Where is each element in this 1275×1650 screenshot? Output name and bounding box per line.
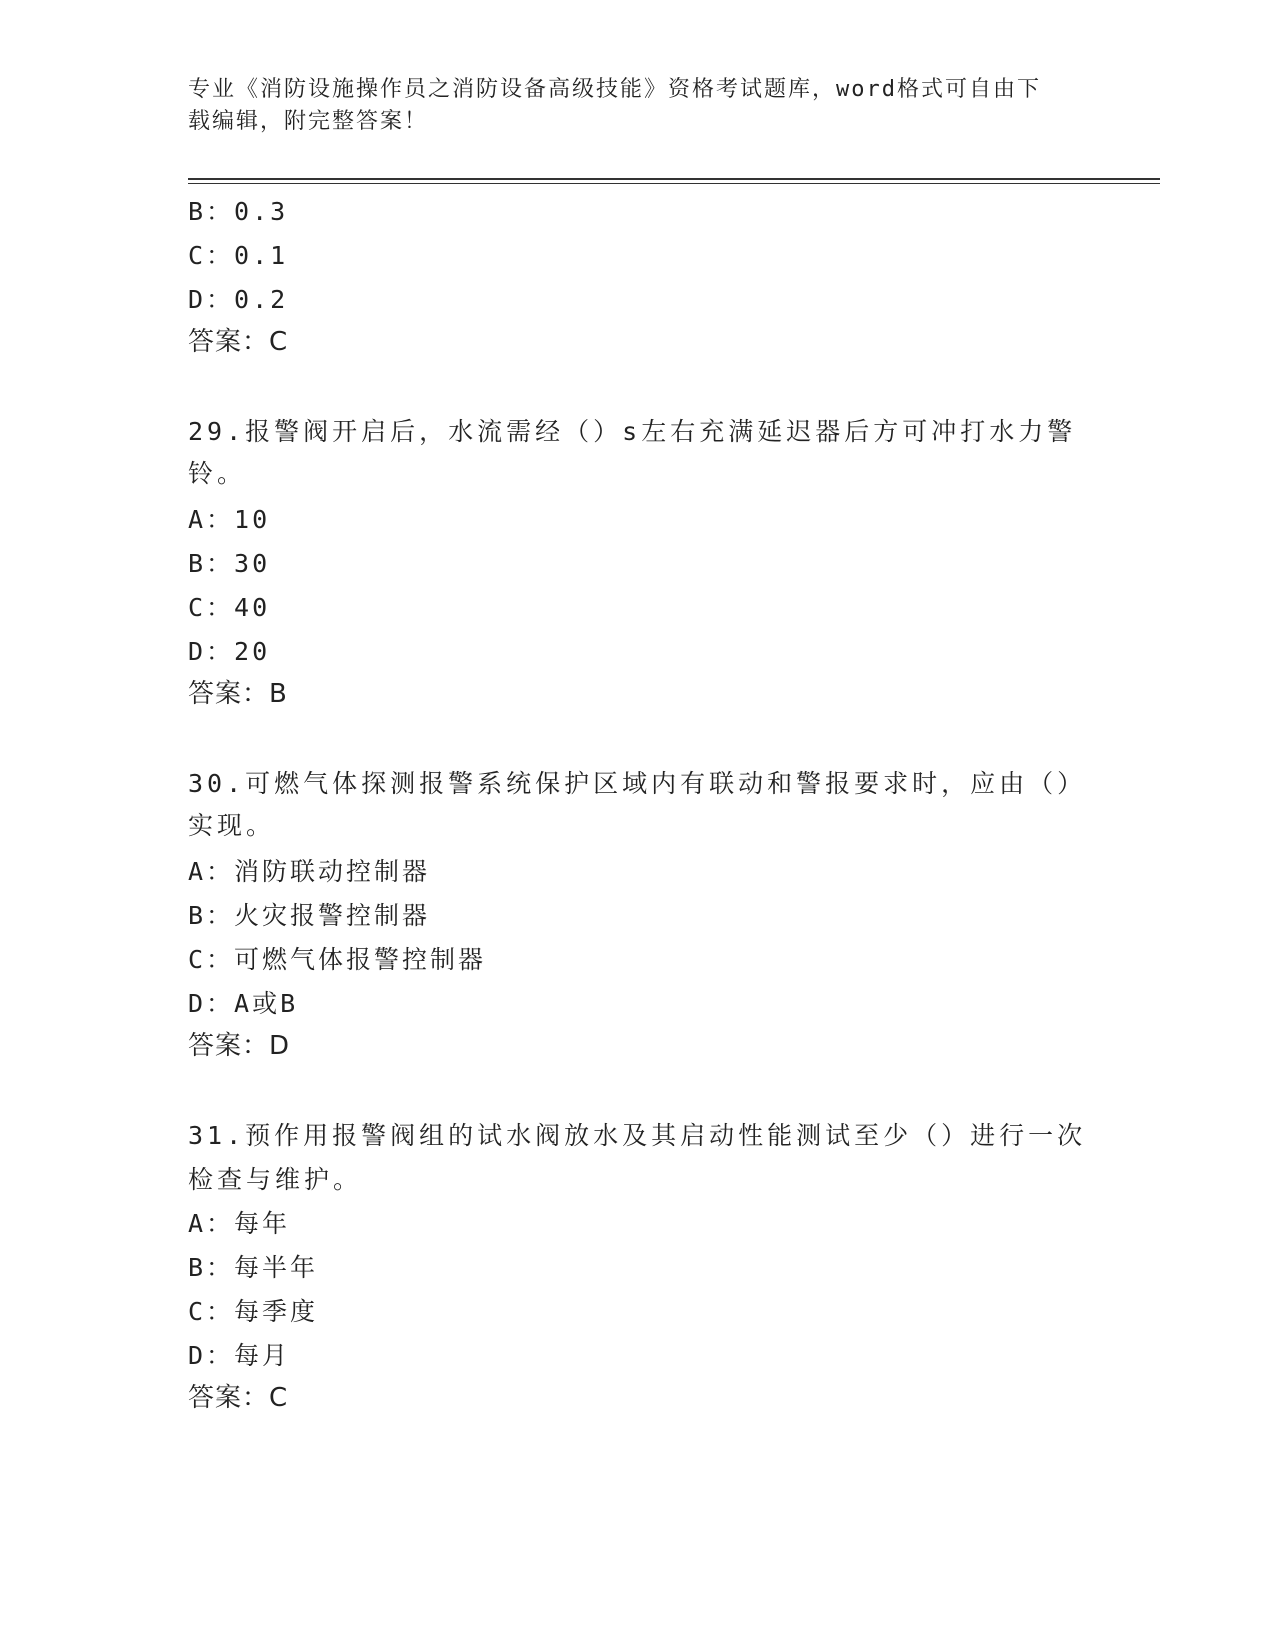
q30-option-c: C：可燃气体报警控制器: [188, 945, 487, 974]
q28-option-d: D：0.2: [188, 285, 289, 314]
q31-option-b: B：每半年: [188, 1253, 319, 1282]
q29-option-d: D：20: [188, 637, 271, 666]
q29-option-a: A：10: [188, 505, 271, 534]
header-rule-thin: [188, 183, 1160, 184]
page-header: [188, 74, 1088, 138]
q30-stem-line-2: 实现。: [188, 811, 276, 840]
q30-stem-line-1: 30.可燃气体探测报警系统保护区域内有联动和警报要求时，应由（）: [188, 769, 1087, 798]
q31-answer: 答案：C: [188, 1383, 289, 1413]
header-rule-thick: [188, 178, 1160, 180]
q30-option-d: D：A或B: [188, 989, 299, 1018]
q31-option-a: A：每年: [188, 1209, 291, 1238]
q30-answer: 答案：D: [188, 1031, 291, 1061]
q30-option-b: B：火灾报警控制器: [188, 901, 431, 930]
q30-option-a: A：消防联动控制器: [188, 857, 431, 886]
q28-answer: 答案：C: [188, 327, 289, 357]
q31-option-c: C：每季度: [188, 1297, 319, 1326]
q31-stem-line-1: 31.预作用报警阀组的试水阀放水及其启动性能测试至少（）进行一次: [188, 1121, 1087, 1150]
q29-option-c: C：40: [188, 593, 271, 622]
q31-stem-line-2: 检查与维护。: [188, 1165, 363, 1194]
header-line-2: 载编辑，附完整答案！: [188, 109, 429, 134]
q29-option-b: B：30: [188, 549, 271, 578]
q28-option-c: C：0.1: [188, 241, 289, 270]
q29-answer: 答案：B: [188, 679, 288, 709]
q28-option-b: B：0.3: [188, 197, 289, 226]
header-line-1: 专业《消防设施操作员之消防设备高级技能》资格考试题库，word格式可自由下: [188, 77, 1041, 102]
q31-option-d: D：每月: [188, 1341, 291, 1370]
q29-stem-line-2: 铃。: [188, 459, 247, 488]
q29-stem-line-1: 29.报警阀开启后，水流需经（）s左右充满延迟器后方可冲打水力警: [188, 417, 1077, 446]
